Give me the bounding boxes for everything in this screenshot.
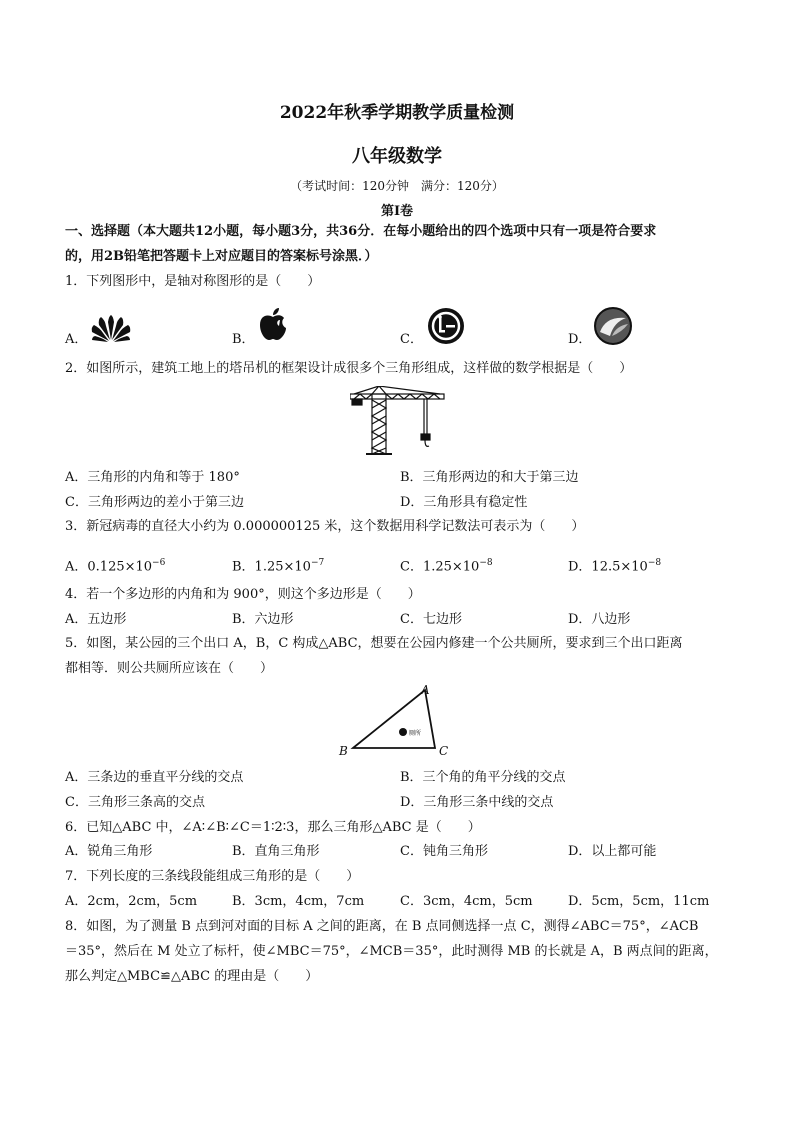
q3-option-b: B．$1.25\times 10^{-7}$	[232, 558, 325, 575]
q2-option-d: D．三角形具有稳定性	[400, 495, 528, 510]
q5-option-b: B．三个角的角平分线的交点	[400, 770, 566, 785]
q7-option-d: D．5cm，5cm，11cm	[568, 894, 710, 909]
lg-logo-icon	[425, 306, 467, 346]
q7-option-a: A．2cm，2cm，5cm	[65, 894, 198, 909]
q4-option-a: A．五边形	[65, 612, 127, 627]
q2-stem: 2．如图所示，建筑工地上的塔吊机的框架设计成很多个三角形组成，这样做的数学根据是（ ）	[65, 361, 633, 376]
q5-stem-line1: 5．如图，某公园的三个出口 A，B，C 构成△ABC，想要在公园内修建一个公共厕所，要求到三个出口距离	[65, 636, 683, 651]
q4-option-c: C．七边形	[400, 612, 462, 627]
q1-option-b-label: B．	[232, 332, 255, 347]
q6-option-b: B．直角三角形	[232, 844, 320, 859]
section-heading-line2: 的，用2B铅笔把答题卡上对应题目的答案标号涂黑．）	[65, 249, 378, 264]
q1-stem: 1．下列图形中，是轴对称图形的是（ ）	[65, 274, 321, 289]
q6-stem: 6．已知△ABC 中，∠A∶∠B∶∠C＝1∶2∶3，那么三角形△ABC 是（ ）	[65, 820, 481, 835]
q1-option-d-label: D．	[568, 332, 592, 347]
q7-option-b: B．3cm，4cm，7cm	[232, 894, 365, 909]
q8-stem-line1: 8．如图，为了测量 B 点到河对面的目标 A 之间的距离，在 B 点同侧选择一点 C，测得∠ABC＝75°，∠ACB	[65, 919, 699, 934]
q7-option-c: C．3cm，4cm，5cm	[400, 894, 533, 909]
q5-option-a: A．三条边的垂直平分线的交点	[65, 770, 244, 785]
volume-label: 第Ⅰ卷	[380, 204, 414, 219]
section-heading-line1: 一、选择题（本大题共12小题，每小题3分，共36分．在每小题给出的四个选项中只有一项是符合要求	[65, 224, 657, 239]
q4-option-d: D．八边形	[568, 612, 631, 627]
q8-stem-line2: ＝35°，然后在 M 处立了标杆，使∠MBC＝75°，∠MCB＝35°，此时测得 MB 的长就是 A，B 两点间的距离，	[65, 944, 718, 959]
tower-crane-figure	[350, 386, 450, 456]
q5-stem-line2: 都相等．则公共厕所应该在（ ）	[65, 661, 274, 676]
q6-option-a: A．锐角三角形	[65, 844, 153, 859]
q4-option-b: B．六边形	[232, 612, 294, 627]
q5-option-d: D．三角形三条中线的交点	[400, 795, 554, 810]
q6-option-c: C．钝角三角形	[400, 844, 488, 859]
q5-option-c: C．三角形三条高的交点	[65, 795, 205, 810]
huawei-logo-icon	[88, 312, 134, 344]
vertex-b-label: B	[339, 744, 348, 758]
apple-logo-icon	[256, 306, 290, 342]
q2-option-b: B．三角形两边的和大于第三边	[400, 470, 579, 485]
q3-option-c: C．$1.25\times 10^{-8}$	[400, 558, 493, 575]
q3-option-d: D．$12.5\times 10^{-8}$	[568, 558, 662, 575]
vertex-a-label: A	[421, 683, 430, 697]
q8-stem-line3: 那么判定△MBC≌△ABC 的理由是（ ）	[65, 969, 319, 984]
vertex-c-label: C	[439, 744, 449, 758]
q7-stem: 7．下列长度的三条线段能组成三角形的是（ ）	[65, 869, 360, 884]
q3-stem: 3．新冠病毒的直径大小约为 0.000000125 米，这个数据用科学记数法可表示为（ ）	[65, 519, 585, 534]
exam-title: 2022年秋季学期教学质量检测	[279, 103, 515, 123]
q2-option-a: A．三角形的内角和等于 180°	[65, 470, 240, 485]
sony-ericsson-logo-icon	[592, 306, 634, 346]
q3-option-a: A．$0.125\times 10^{-6}$	[65, 558, 166, 575]
q1-option-c-label: C．	[400, 332, 423, 347]
q6-option-d: D．以上都可能	[568, 844, 657, 859]
park-triangle-figure	[335, 682, 460, 762]
q1-option-a-label: A．	[65, 332, 88, 347]
exam-subtitle: 八年级数学	[352, 146, 442, 167]
q2-option-c: C．三角形两边的差小于第三边	[65, 495, 244, 510]
toilet-sign-label: 厕所	[409, 730, 422, 737]
q4-stem: 4．若一个多边形的内角和为 900°，则这个多边形是（ ）	[65, 587, 421, 602]
exam-info: （考试时间：120分钟 满分：120分）	[290, 179, 504, 193]
